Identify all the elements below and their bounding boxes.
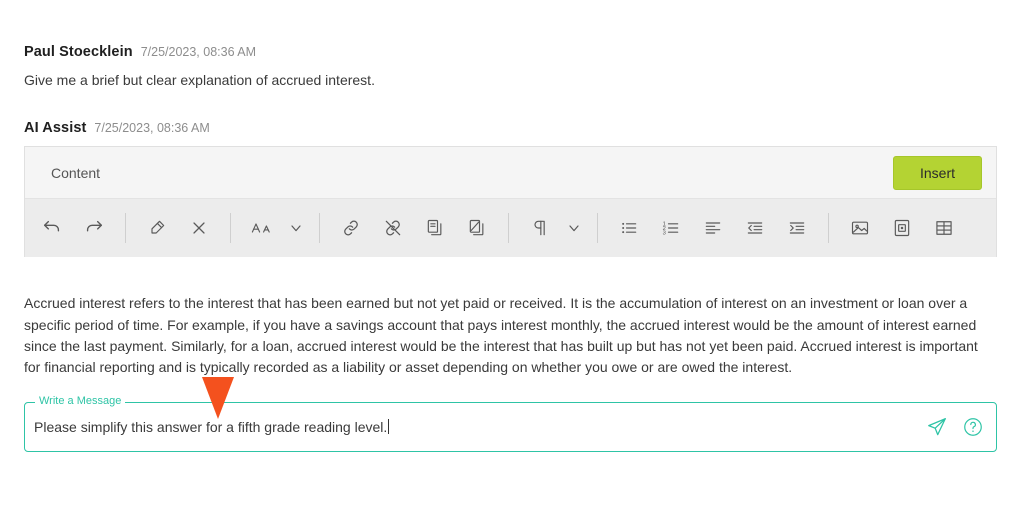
- message-timestamp: 7/25/2023, 08:36 AM: [140, 45, 257, 59]
- indent-icon[interactable]: [776, 208, 818, 248]
- chevron-down-icon[interactable]: [561, 208, 587, 248]
- copy-icon[interactable]: [414, 208, 456, 248]
- outdent-icon[interactable]: [734, 208, 776, 248]
- toolbar-group-history: [31, 208, 115, 248]
- toolbar-divider: [230, 213, 231, 243]
- message-assistant: [24, 120, 997, 136]
- image-icon[interactable]: [839, 208, 881, 248]
- undo-icon[interactable]: [31, 208, 73, 248]
- svg-text:3: 3: [662, 230, 666, 237]
- numbered-list-icon[interactable]: [650, 208, 692, 248]
- message-input-wrapper[interactable]: [24, 395, 997, 452]
- editor-header: [25, 147, 996, 199]
- editor-toolbar: [25, 199, 996, 257]
- svg-text:1: 1: [662, 221, 666, 228]
- message-text: Give me a brief but clear explanation of accrued interest.: [24, 72, 375, 88]
- toolbar-group-insert: [839, 208, 965, 248]
- message-author: Paul Stoecklein: [24, 44, 133, 60]
- toolbar-group-lists: [608, 208, 818, 248]
- toolbar-divider: [597, 213, 598, 243]
- toolbar-group-format: [136, 208, 220, 248]
- insert-button[interactable]: Insert: [893, 156, 982, 190]
- message-input[interactable]: [34, 419, 926, 435]
- toolbar-divider: [319, 213, 320, 243]
- table-icon[interactable]: [923, 208, 965, 248]
- content-editor: [24, 146, 997, 257]
- conversation: [0, 0, 1021, 136]
- message-header: [24, 120, 997, 136]
- toolbar-divider: [125, 213, 126, 243]
- message-author: AI Assist: [24, 120, 87, 137]
- paragraph-icon[interactable]: [519, 208, 561, 248]
- message-user: [24, 44, 997, 90]
- message-input-actions: [926, 416, 984, 438]
- chevron-down-icon[interactable]: [283, 208, 309, 248]
- font-size-icon[interactable]: [241, 208, 283, 248]
- message-header: [24, 44, 997, 60]
- toolbar-group-font: [241, 208, 309, 248]
- remove-link-icon[interactable]: [372, 208, 414, 248]
- help-icon[interactable]: [962, 416, 984, 438]
- message-input-label: Write a Message: [35, 395, 125, 407]
- toolbar-divider: [828, 213, 829, 243]
- insert-link-icon[interactable]: [330, 208, 372, 248]
- align-left-icon[interactable]: [692, 208, 734, 248]
- toolbar-group-paragraph: [519, 208, 587, 248]
- toolbar-group-link: [330, 208, 498, 248]
- svg-text:2: 2: [662, 226, 666, 233]
- ai-answer-text: Accrued interest refers to the interest that has been earned but not yet paid or received. It is the accumulation of interest on an investment or loan over a specific period of time. For example, if you have a savings account that pays interest monthly, the accrued interest would be the amount of interest earned since the last payment. Similarly, for a loan, accrued interest would be the interest that has built up but has not yet been paid. Accrued interest is important for financial reporting and is typically recorded as a liability or asset depending on whether you owe or are owed the interest.: [24, 295, 978, 376]
- message-input-value: Please simplify this answer for a fifth grade reading level.: [34, 419, 388, 436]
- bulleted-list-icon[interactable]: [608, 208, 650, 248]
- toolbar-divider: [508, 213, 509, 243]
- text-caret: [388, 419, 389, 434]
- message-timestamp: 7/25/2023, 08:36 AM: [94, 121, 210, 136]
- insert-file-icon[interactable]: [881, 208, 923, 248]
- clear-formatting-icon[interactable]: [178, 208, 220, 248]
- send-icon[interactable]: [926, 416, 948, 438]
- paste-icon[interactable]: [456, 208, 498, 248]
- tab-content[interactable]: Content: [51, 164, 101, 181]
- highlighter-icon[interactable]: [136, 208, 178, 248]
- redo-icon[interactable]: [73, 208, 115, 248]
